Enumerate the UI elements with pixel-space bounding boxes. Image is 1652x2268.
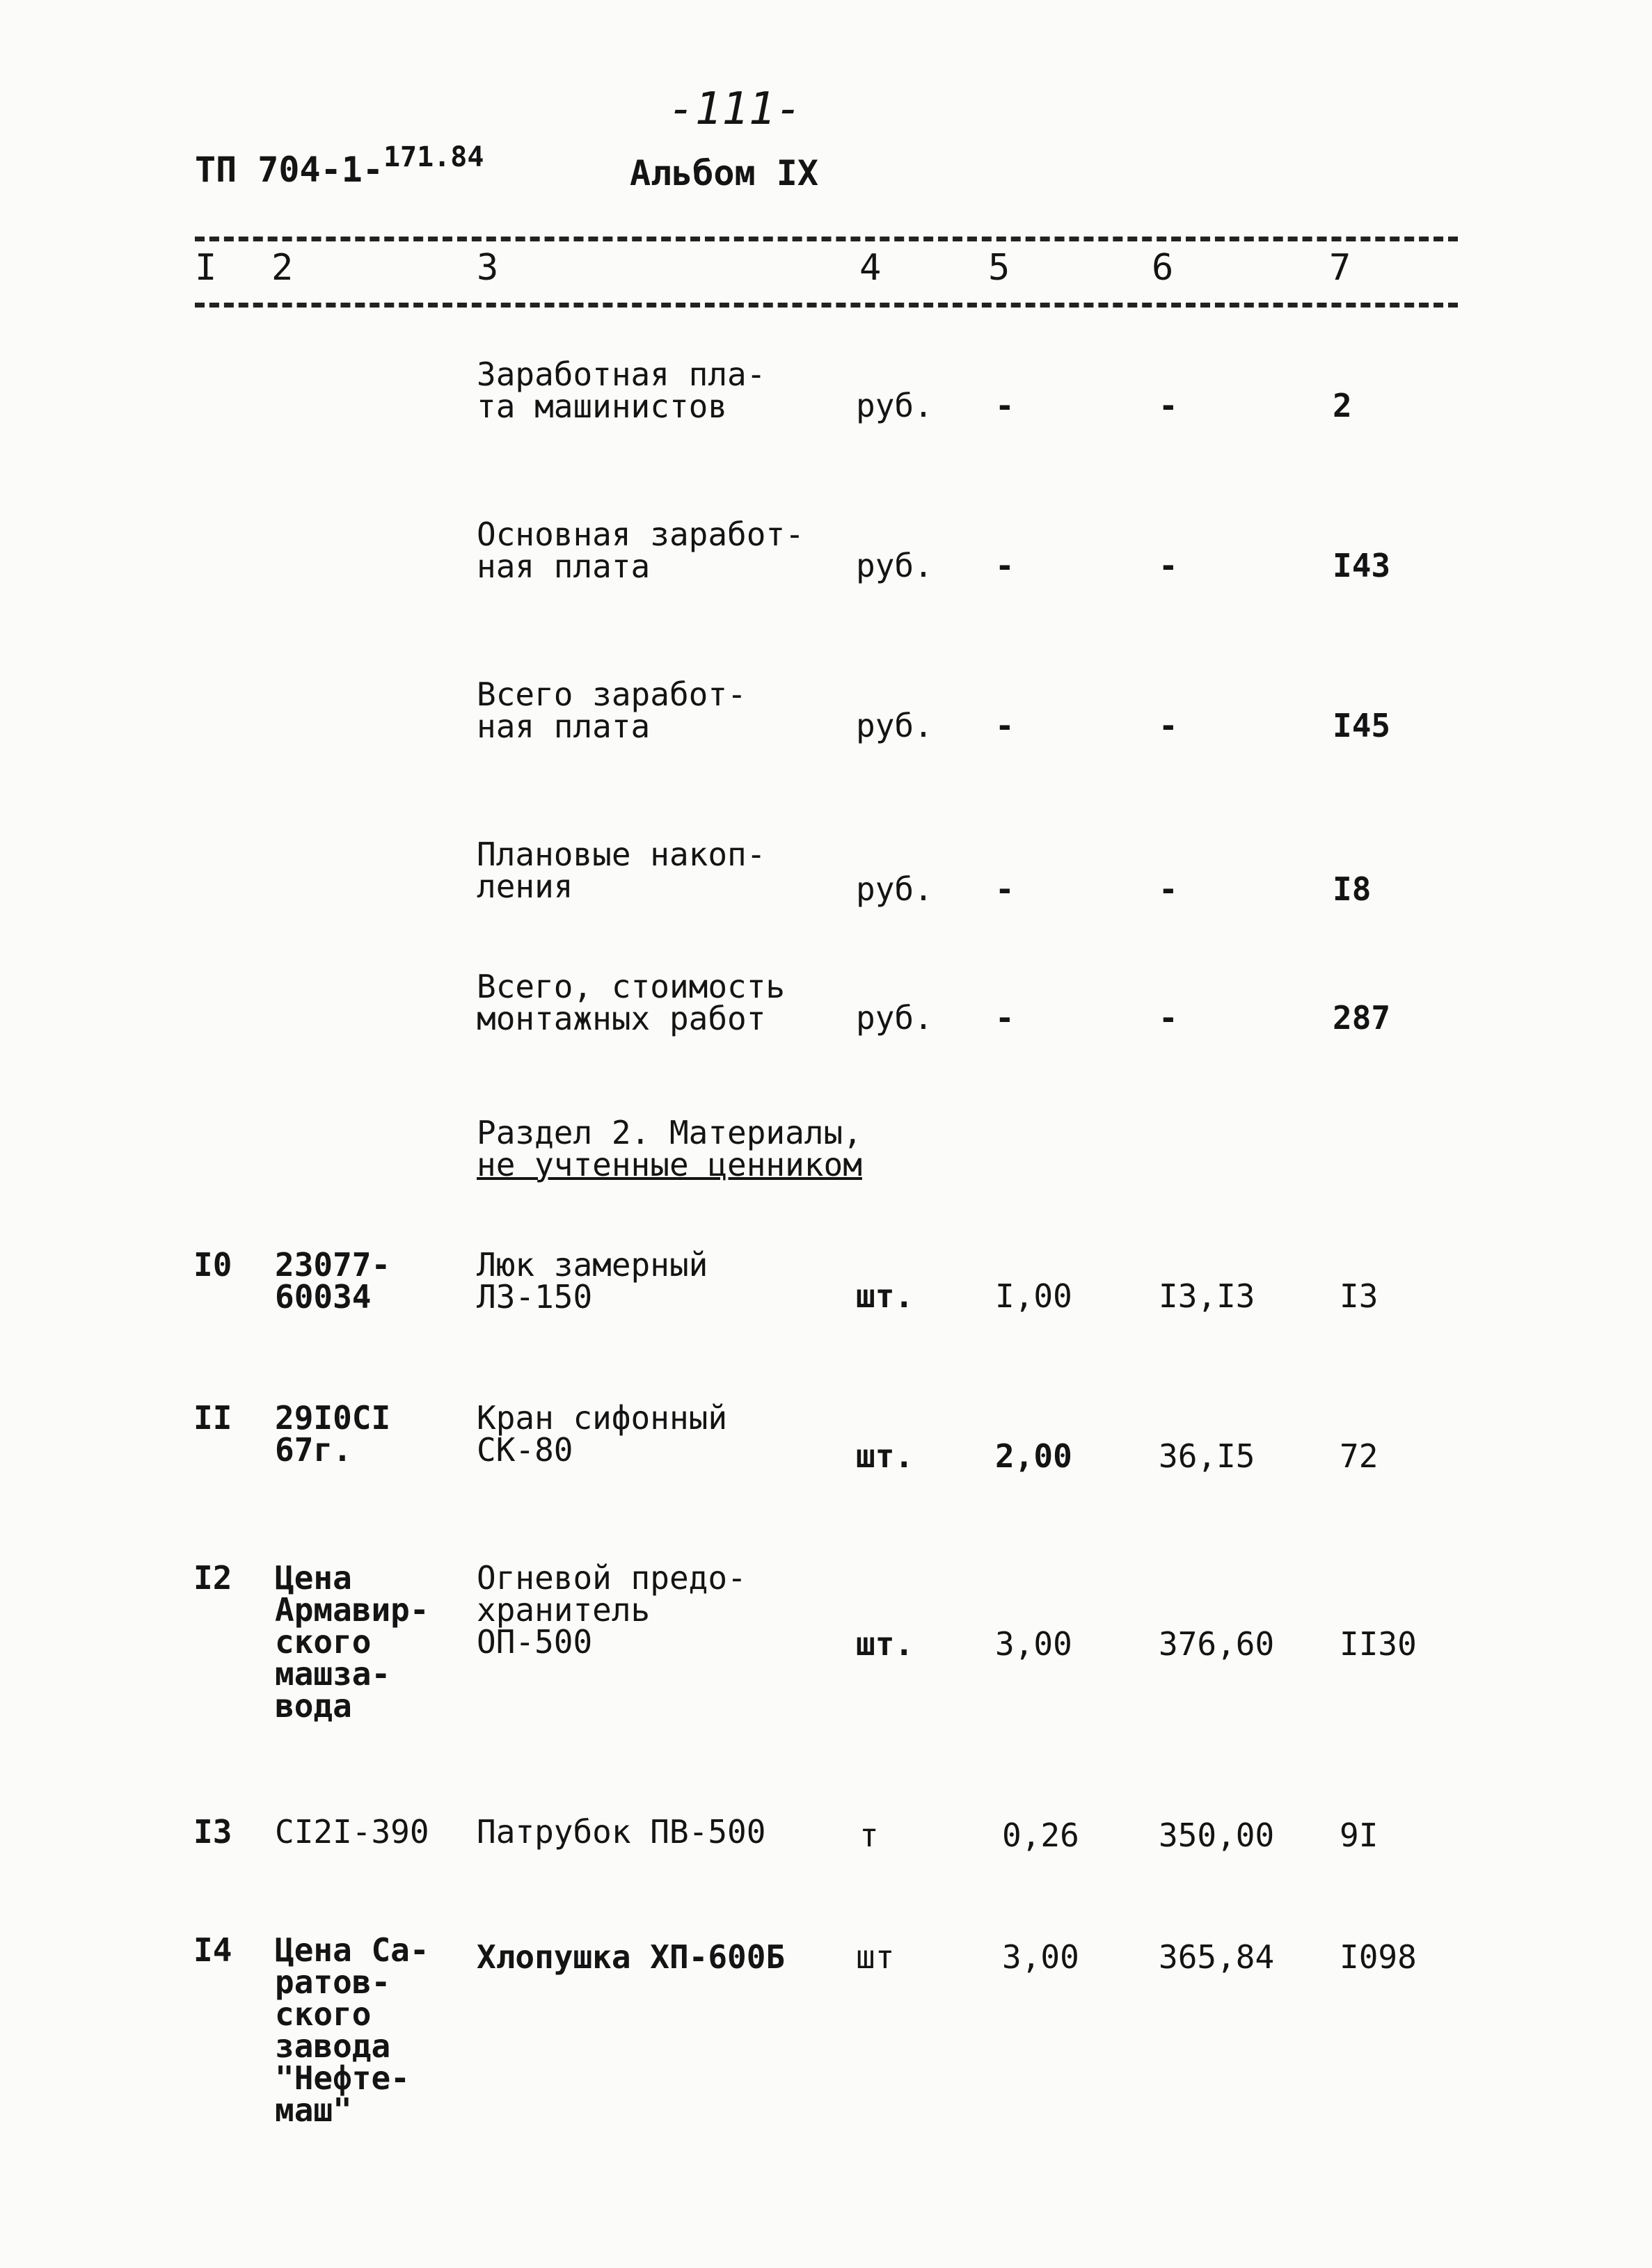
column-header-1: I <box>195 247 217 289</box>
item-price: I3,I3 <box>1159 1277 1255 1315</box>
item-total: I3 <box>1340 1277 1379 1315</box>
section-heading <box>477 1114 862 1183</box>
summary-name: Заработная пла- та машинистов <box>477 356 766 425</box>
item-code: 23077- 60034 <box>275 1246 391 1316</box>
item-code: 29I0CI 67г. <box>275 1399 391 1469</box>
item-number: I3 <box>193 1813 232 1851</box>
summary-qty: - <box>995 547 1015 584</box>
page-number: -111- <box>668 83 802 135</box>
item-total: II30 <box>1340 1625 1417 1663</box>
summary-qty: - <box>995 707 1015 744</box>
summary-unit: руб. <box>856 547 933 584</box>
item-total: I098 <box>1340 1938 1417 1976</box>
item-price: 36,I5 <box>1159 1437 1255 1475</box>
item-name: Люк замерный ЛЗ-150 <box>477 1246 708 1316</box>
document-code-main: ТП 704-1- <box>195 150 383 190</box>
item-unit: т <box>859 1816 879 1854</box>
summary-price: - <box>1159 547 1178 584</box>
summary-price: - <box>1159 707 1178 744</box>
column-header-6: 6 <box>1152 247 1174 289</box>
item-code: Цена Армавир- ского машза- вода <box>275 1559 429 1725</box>
summary-price: - <box>1159 999 1178 1037</box>
section-heading-line2: не учтенные ценником <box>477 1146 862 1183</box>
summary-qty: - <box>995 999 1015 1037</box>
summary-total: 287 <box>1333 999 1391 1037</box>
item-total: 9I <box>1340 1816 1379 1854</box>
summary-unit: руб. <box>856 999 933 1037</box>
summary-qty: - <box>995 387 1015 424</box>
item-unit: шт. <box>856 1437 914 1475</box>
item-name: Хлопушка ХП-600Б <box>477 1938 786 1976</box>
column-header-2: 2 <box>271 247 294 289</box>
item-number: I2 <box>193 1559 232 1597</box>
item-name: Патрубок ПВ-500 <box>477 1813 766 1851</box>
item-price: 376,60 <box>1159 1625 1275 1663</box>
item-name: Огневой предо- хранитель ОП-500 <box>477 1559 747 1661</box>
item-total: 72 <box>1340 1437 1379 1475</box>
document-code <box>195 141 484 190</box>
summary-total: I45 <box>1333 707 1391 744</box>
summary-unit: руб. <box>856 387 933 424</box>
summary-unit: руб. <box>856 870 933 908</box>
summary-name: Всего заработ- ная плата <box>477 676 747 745</box>
summary-qty: - <box>995 870 1015 908</box>
summary-name: Плановые накоп- ления <box>477 836 766 905</box>
summary-price: - <box>1159 387 1178 424</box>
summary-unit: руб. <box>856 707 933 744</box>
item-qty: 3,00 <box>995 1625 1072 1663</box>
document-code-superscript: 171.84 <box>383 141 484 173</box>
item-number: II <box>193 1399 232 1437</box>
summary-total: 2 <box>1333 387 1352 424</box>
column-header-4: 4 <box>859 247 882 289</box>
item-qty: 0,26 <box>1002 1816 1079 1854</box>
header-rule-bottom <box>195 303 1458 308</box>
item-unit: шт. <box>856 1625 914 1663</box>
item-code: Цена Са- ратов- ского завода "Нефте- маш" <box>275 1931 429 2129</box>
item-qty: 3,00 <box>1002 1938 1079 1976</box>
summary-price: - <box>1159 870 1178 908</box>
summary-name: Основная заработ- ная плата <box>477 516 804 585</box>
header-rule-top <box>195 237 1458 241</box>
item-price: 365,84 <box>1159 1938 1275 1976</box>
item-name: Кран сифонный СК-80 <box>477 1399 728 1469</box>
summary-total: I8 <box>1333 870 1372 908</box>
item-number: I4 <box>193 1931 232 1969</box>
item-qty: 2,00 <box>995 1437 1072 1475</box>
column-header-7: 7 <box>1329 247 1351 289</box>
item-unit: шт <box>856 1938 895 1976</box>
summary-total: I43 <box>1333 547 1391 584</box>
item-unit: шт. <box>856 1277 914 1315</box>
summary-name: Всего, стоимость монтажных работ <box>477 968 786 1037</box>
item-price: 350,00 <box>1159 1816 1275 1854</box>
album-label: Альбом IX <box>630 153 818 193</box>
column-header-3: 3 <box>477 247 499 289</box>
item-qty: I,00 <box>995 1277 1072 1315</box>
item-code: CI2I-390 <box>275 1813 429 1851</box>
section-heading-line1: Раздел 2. Материалы, <box>477 1114 862 1151</box>
column-header-5: 5 <box>988 247 1010 289</box>
item-number: I0 <box>193 1246 232 1284</box>
